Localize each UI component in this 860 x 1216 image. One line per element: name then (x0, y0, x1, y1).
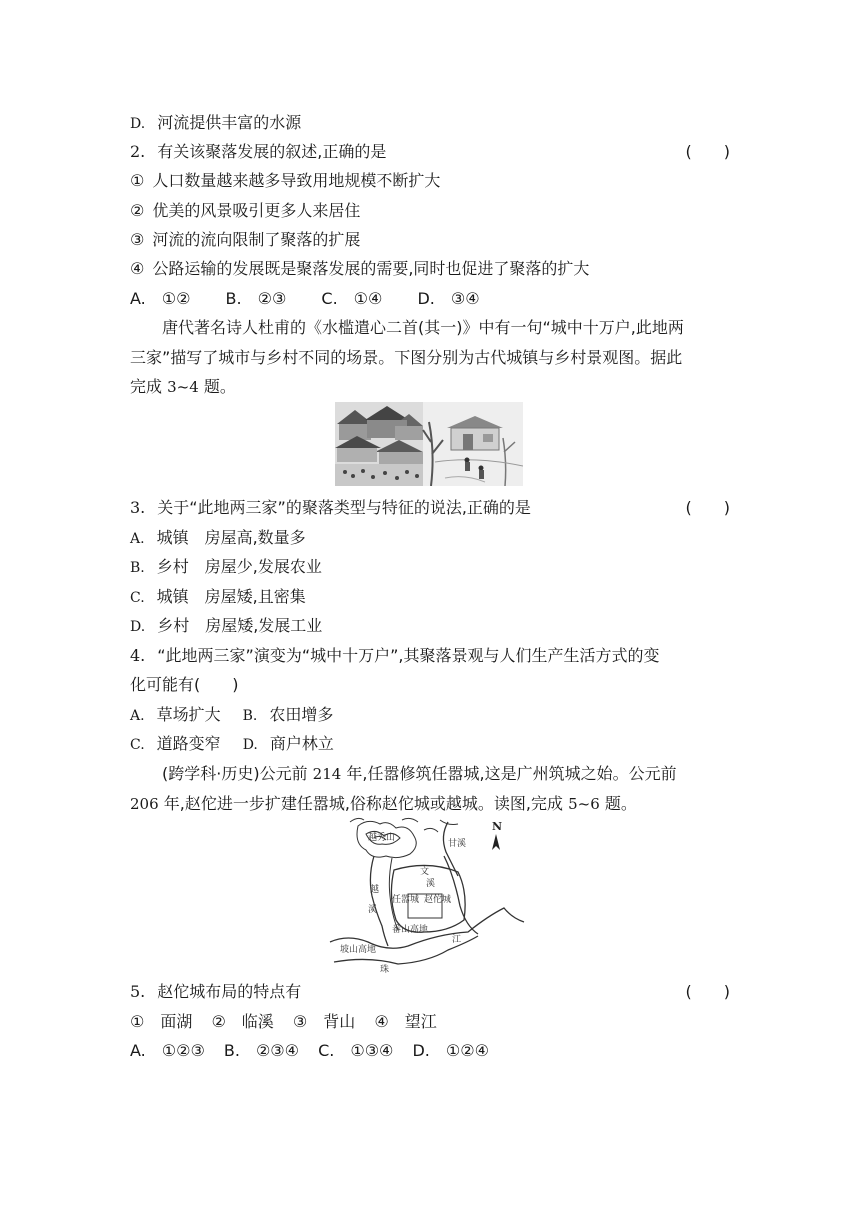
label-zhaotuo-city: 赵佗城 (424, 895, 452, 905)
q5-statements: ① 面湖 ② 临溪 ③ 背山 ④ 望江 (130, 1012, 437, 1031)
label-zhu: 珠 (380, 965, 390, 975)
label-jiang: 江 (452, 935, 462, 945)
q2-statement-1: ① 人口数量越来越多导致用地规模不断扩大 (130, 171, 441, 190)
landscape-illustration (335, 402, 523, 486)
label-ganxi: 甘溪 (448, 839, 467, 849)
q3-option-c: C. 城镇 房屋矮,且密集 (130, 587, 306, 606)
label-yue: 越 (370, 885, 380, 895)
q3-option-b: B. 乡村 房屋少,发展农业 (130, 557, 322, 576)
label-yuexiu: 越秀山 (368, 833, 396, 843)
label-xi-2: 溪 (368, 905, 378, 915)
option-d-previous: D. 河流提供丰富的水源 (130, 113, 302, 132)
q5-options: A. ①②③ B. ②③④ C. ①③④ D. ①②④ (130, 1041, 489, 1060)
label-fanshan-highland: 番山高地 (392, 925, 429, 935)
question-5-stem: 5. 赵佗城布局的特点有 ( ) (130, 982, 730, 1001)
question-4-stem-line-2: 化可能有( ) (130, 675, 239, 694)
intro-5-6-line-2: 206 年,赵佗进一步扩建任嚣城,俗称赵佗城或越城。读图,完成 5~6 题。 (130, 794, 637, 813)
answer-paren: ( ) (685, 982, 730, 1001)
question-2-stem: 2. 有关该聚落发展的叙述,正确的是 ( ) (130, 142, 730, 161)
label-renxiao-city: 任嚣城 (392, 895, 420, 905)
intro-3-4-line-1: 唐代著名诗人杜甫的《水槛遣心二首(其一)》中有一句“城中十万户,此地两 (162, 318, 684, 337)
intro-3-4-line-3: 完成 3~4 题。 (130, 377, 236, 396)
q3-option-d: D. 乡村 房屋矮,发展工业 (130, 616, 323, 635)
q2-statement-4: ④ 公路运输的发展既是聚落发展的需要,同时也促进了聚落的扩大 (130, 259, 590, 278)
q2-statement-3: ③ 河流的流向限制了聚落的扩展 (130, 230, 361, 249)
q2-statement-2: ② 优美的风景吸引更多人来居住 (130, 201, 361, 220)
q4-options-ab: A. 草场扩大 B. 农田增多 (130, 705, 334, 724)
town-village-landscape-figure (335, 402, 523, 486)
answer-paren: ( ) (685, 498, 730, 517)
zhaotuo-city-map (328, 816, 532, 976)
city-map-drawing (328, 816, 532, 976)
label-poshan-highland: 坡山高地 (340, 945, 377, 955)
intro-3-4-line-2: 三家”描写了城市与乡村不同的场景。下图分别为古代城镇与乡村景观图。据此 (130, 348, 683, 367)
question-4-stem-line-1: 4. “此地两三家”演变为“城中十万户”,其聚落景观与人们生产生活方式的变 (130, 646, 660, 665)
label-wen: 文 (420, 867, 430, 877)
q4-options-cd: C. 道路变窄 D. 商户林立 (130, 734, 334, 753)
label-xi-1: 溪 (426, 879, 436, 889)
q3-option-a: A. 城镇 房屋高,数量多 (130, 528, 306, 547)
question-3-stem: 3. 关于“此地两三家”的聚落类型与特征的说法,正确的是 ( ) (130, 498, 730, 517)
q2-options: A. ①② B. ②③ C. ①④ D. ③④ (130, 289, 480, 308)
answer-paren: ( ) (685, 142, 730, 161)
intro-5-6-line-1: (跨学科·历史)公元前 214 年,任嚣修筑任嚣城,这是广州筑城之始。公元前 (162, 764, 677, 783)
north-label: N (492, 820, 503, 833)
